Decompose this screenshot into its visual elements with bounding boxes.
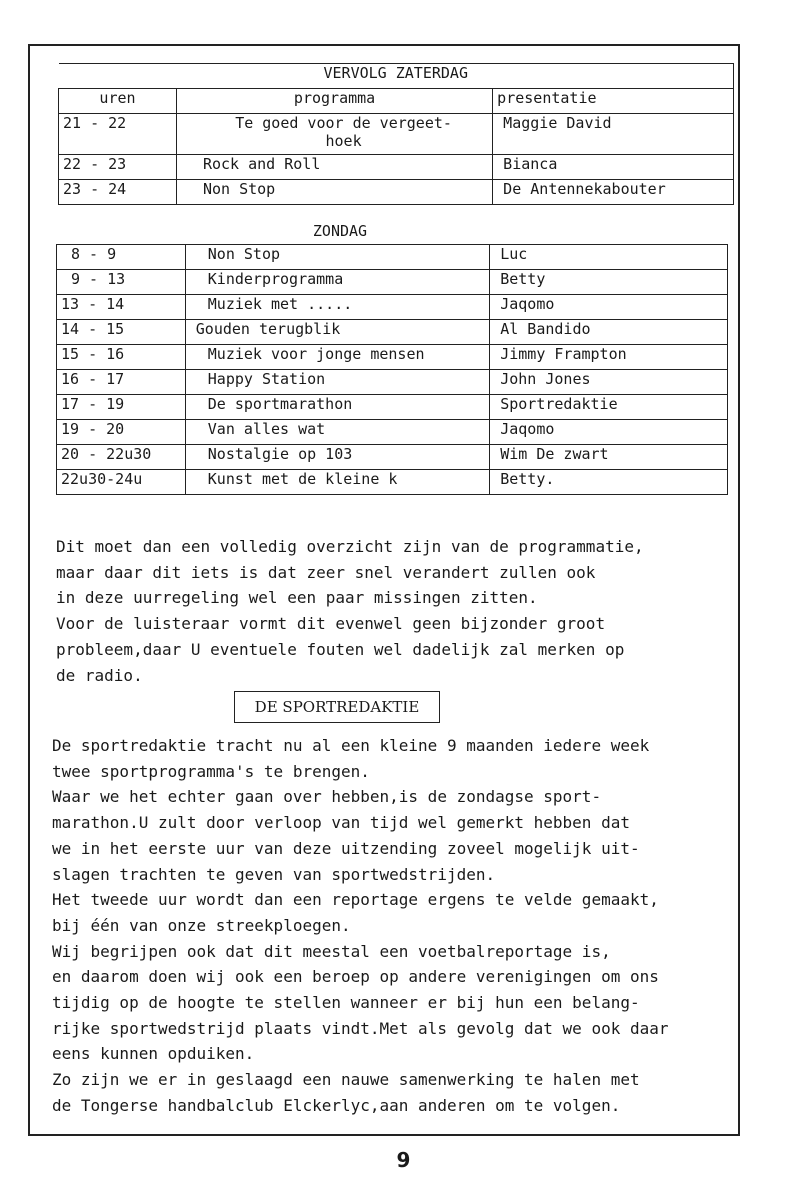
- host-cell: Jimmy Frampton: [490, 345, 728, 370]
- host-cell: John Jones: [490, 370, 728, 395]
- time-cell: 9 - 13: [57, 270, 186, 295]
- program-cell: Rock and Roll: [176, 155, 492, 180]
- table-row: [57, 345, 728, 370]
- program-cell: Nostalgie op 103: [185, 445, 489, 470]
- sunday-schedule-table: [56, 244, 728, 495]
- time-cell: 21 - 22: [59, 114, 177, 155]
- host-cell: Al Bandido: [490, 320, 728, 345]
- program-cell: Happy Station: [185, 370, 489, 395]
- page-number: 9: [396, 1148, 411, 1172]
- time-cell: 22 - 23: [59, 155, 177, 180]
- host-cell: Bianca: [493, 155, 734, 180]
- program-cell: Muziek voor jonge mensen: [185, 345, 489, 370]
- time-cell: 15 - 16: [57, 345, 186, 370]
- table-row: [57, 420, 728, 445]
- host-cell: Betty: [490, 270, 728, 295]
- saturday-schedule-table: [58, 63, 734, 205]
- time-cell: 16 - 17: [57, 370, 186, 395]
- program-cell: Kunst met de kleine k: [185, 470, 489, 495]
- time-cell: 13 - 14: [57, 295, 186, 320]
- host-cell: Betty.: [490, 470, 728, 495]
- table-row: [57, 245, 728, 270]
- time-cell: 19 - 20: [57, 420, 186, 445]
- host-cell: Maggie David: [493, 114, 734, 155]
- time-cell: 8 - 9: [57, 245, 186, 270]
- program-cell: Non Stop: [176, 180, 492, 205]
- host-cell: De Antennekabouter: [493, 180, 734, 205]
- section-heading: DE SPORTREDAKTIE: [234, 691, 440, 723]
- sunday-title: ZONDAG: [312, 222, 368, 240]
- header-programma: programma: [176, 89, 492, 114]
- header-presentatie: presentatie: [493, 89, 734, 114]
- time-cell: 20 - 22u30: [57, 445, 186, 470]
- table-row: [57, 270, 728, 295]
- time-cell: 22u30-24u: [57, 470, 186, 495]
- program-cell: Kinderprogramma: [185, 270, 489, 295]
- intro-paragraph: Dit moet dan een volledig overzicht zijn van de programmatie, maar daar dit iets is dat zeer snel verandert zullen ook in deze uurregeling wel een paar missingen zitten. Voor de luisteraar vormt dit evenwel geen bijzonder groot probleem,daar U eventuele fouten wel dadelijk zal merken op de radio.: [56, 537, 644, 685]
- program-cell: De sportmarathon: [185, 395, 489, 420]
- host-cell: Luc: [490, 245, 728, 270]
- host-cell: Jaqomo: [490, 420, 728, 445]
- table-row: [59, 155, 734, 180]
- table-row: [57, 445, 728, 470]
- program-cell: Van alles wat: [185, 420, 489, 445]
- time-cell: 17 - 19: [57, 395, 186, 420]
- time-cell: 14 - 15: [57, 320, 186, 345]
- table-row: [59, 180, 734, 205]
- header-uren: uren: [59, 89, 177, 114]
- saturday-title: VERVOLG ZATERDAG: [59, 64, 734, 89]
- host-cell: Sportredaktie: [490, 395, 728, 420]
- table-row: [57, 295, 728, 320]
- table-row: [57, 320, 728, 345]
- table-row: [57, 370, 728, 395]
- program-cell: Te goed voor de vergeet- hoek: [176, 114, 492, 155]
- host-cell: Jaqomo: [490, 295, 728, 320]
- program-cell: Gouden terugblik: [185, 320, 489, 345]
- host-cell: Wim De zwart: [490, 445, 728, 470]
- table-row: [57, 470, 728, 495]
- sport-paragraph: De sportredaktie tracht nu al een kleine 9 maanden iedere week twee sportprogramma's te brengen. Waar we het echter gaan over hebben,is de zondagse sport- marathon.U zult door verloop van tijd wel gemerkt hebben dat we in het eerste uur van deze uitzending zoveel mogelijk uit- slagen trachten te geven van sportwedstrijden. Het tweede uur wordt dan een reportage ergens te velde gemaakt, bij één van onze streekploegen. Wij begrijpen ook dat dit meestal een voetbalreportage is, en daarom doen wij ook een beroep op andere verenigingen om ons tijdig op de hoogte te stellen wanneer er bij hun een belang- rijke sportwedstrijd plaats vindt.Met als gevolg dat we ook daar eens kunnen opduiken. Zo zijn we er in geslaagd een nauwe samenwerking te halen met de Tongerse handbalclub Elckerlyc,aan anderen om te volgen.: [52, 736, 669, 1115]
- table-row: [57, 395, 728, 420]
- table-row: [59, 114, 734, 155]
- program-cell: Muziek met .....: [185, 295, 489, 320]
- program-cell: Non Stop: [185, 245, 489, 270]
- time-cell: 23 - 24: [59, 180, 177, 205]
